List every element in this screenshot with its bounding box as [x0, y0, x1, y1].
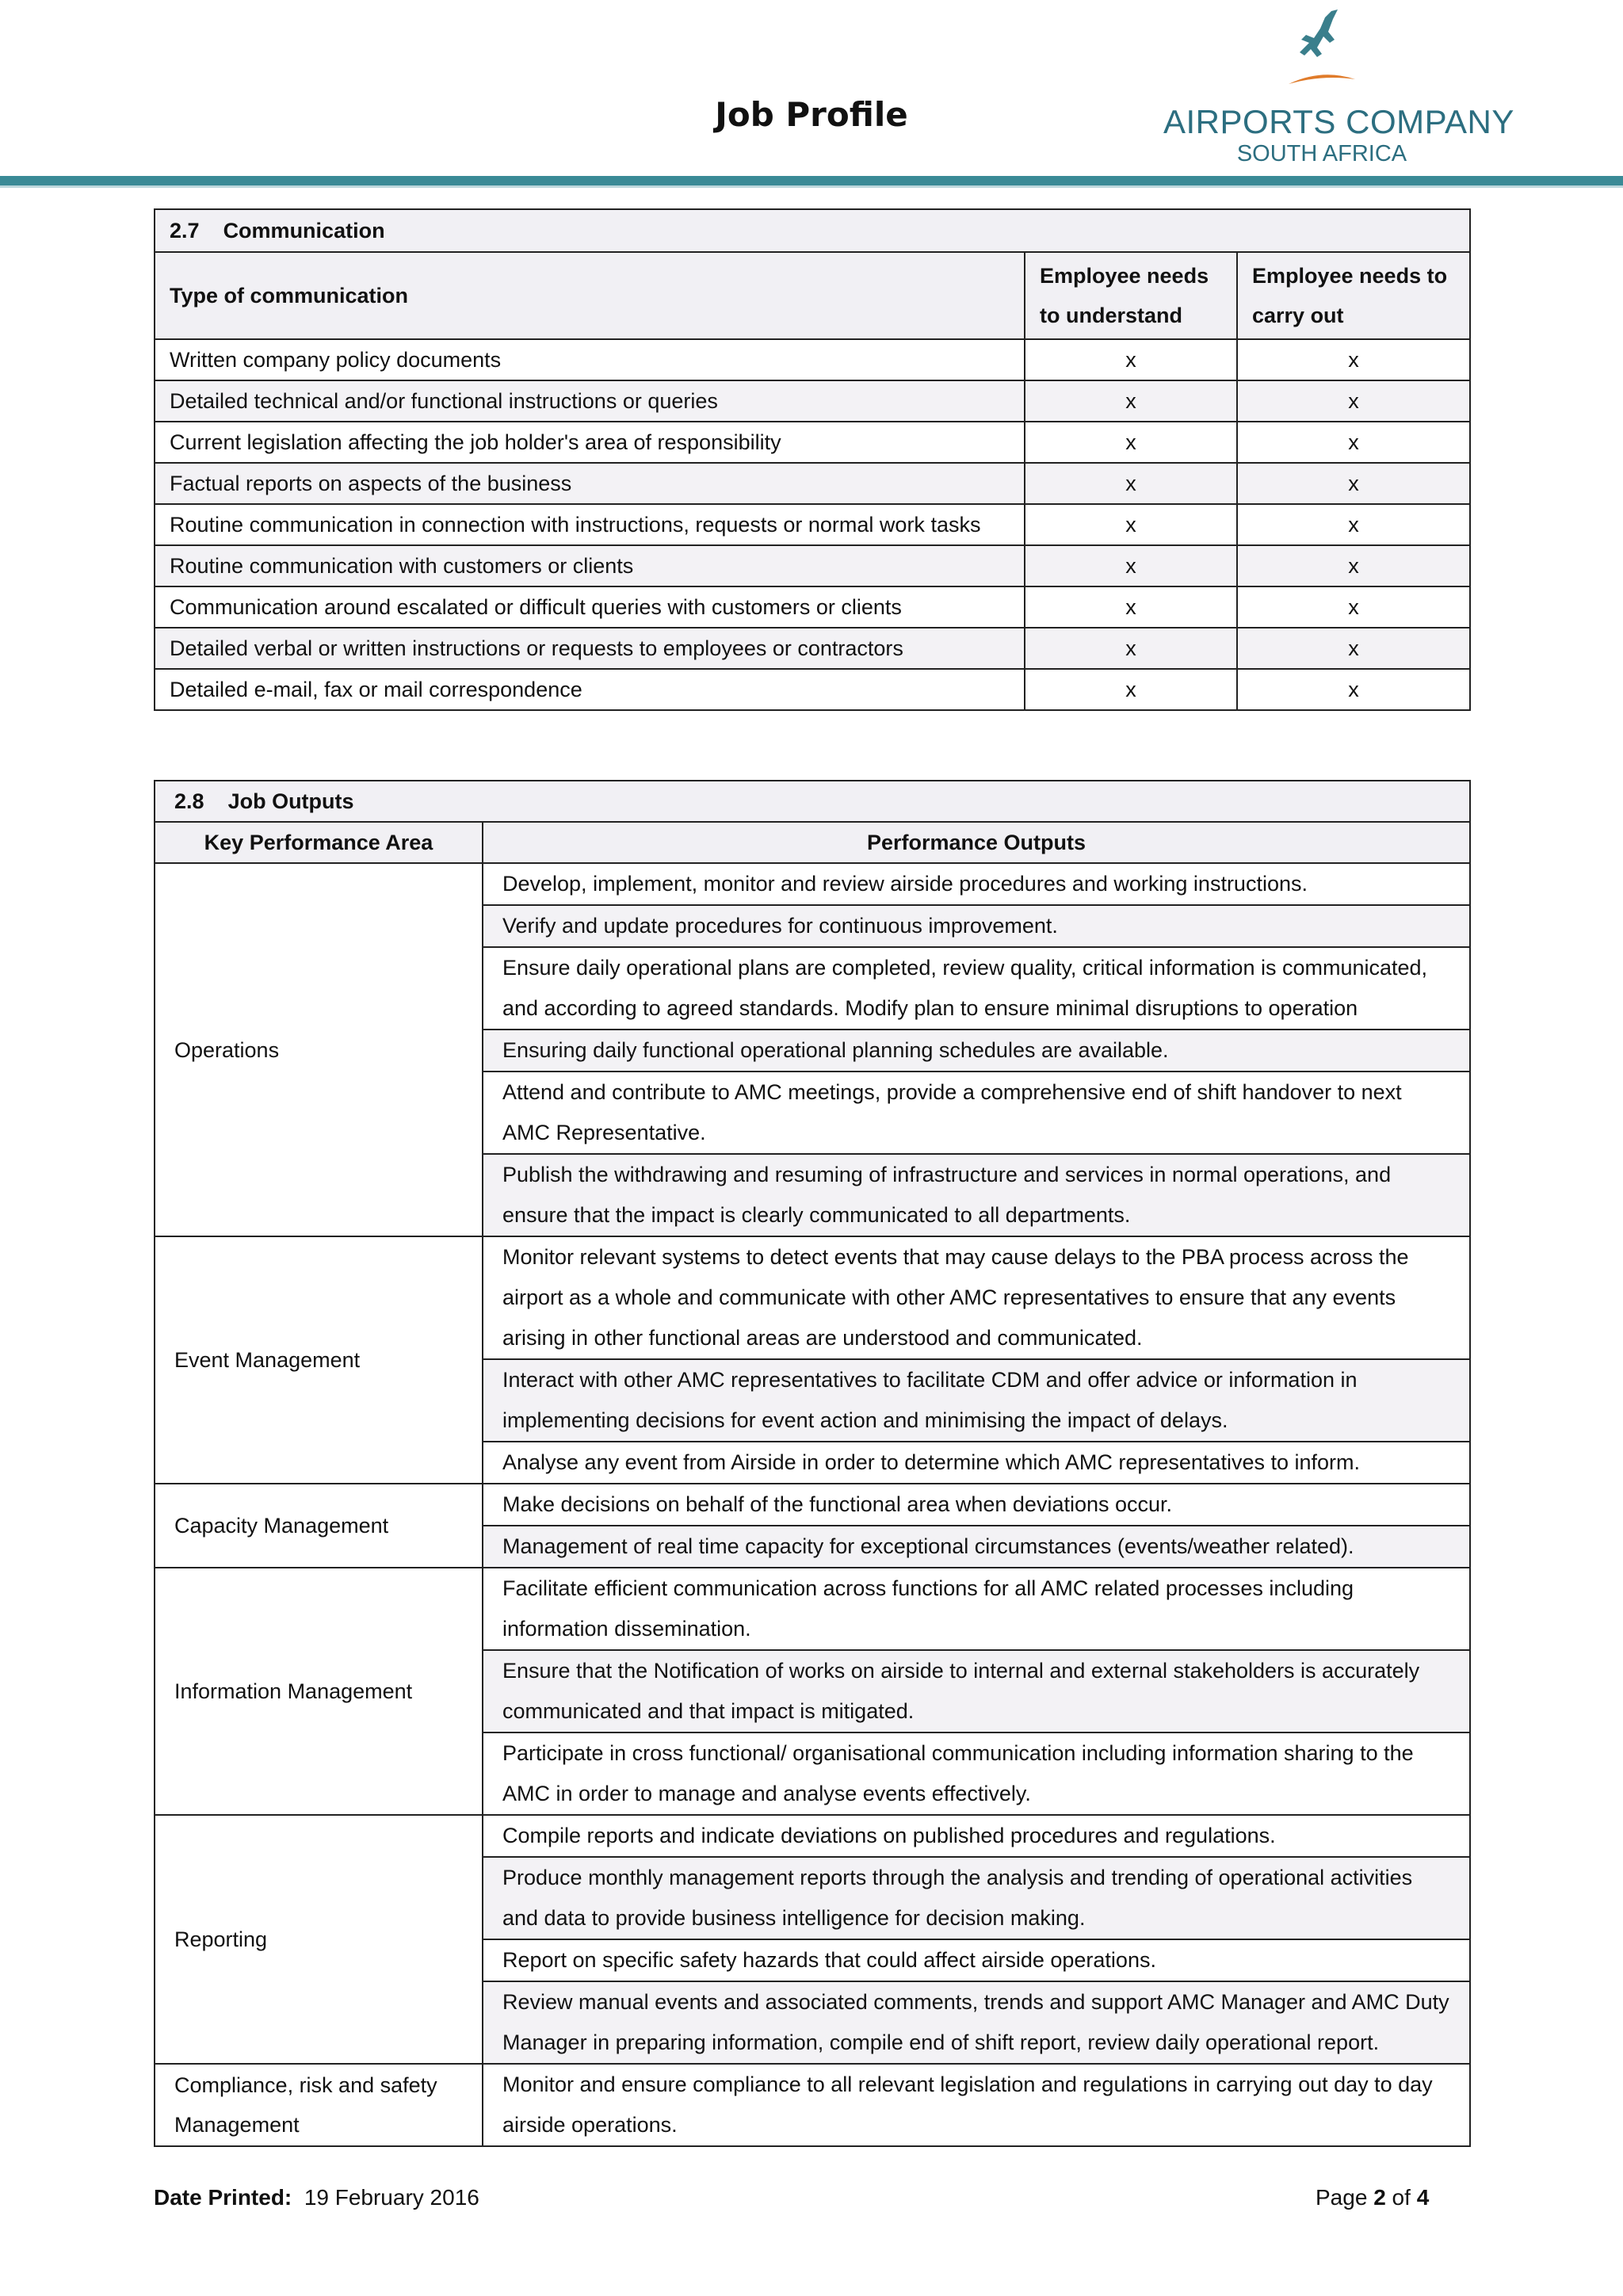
communication-row [155, 380, 1470, 422]
carry-out-mark: x [1237, 669, 1470, 710]
logo-company-name: AIRPORTS COMPANY [1163, 103, 1514, 140]
job-output-row [155, 863, 1470, 905]
communication-row [155, 339, 1470, 380]
communication-row [155, 545, 1470, 586]
section-title: Communication [223, 219, 385, 243]
carry-out-mark: x [1237, 463, 1470, 504]
communication-row [155, 628, 1470, 669]
section-number: 2.7 [170, 219, 200, 243]
understand-mark: x [1025, 628, 1237, 669]
performance-output: Ensure daily operational plans are completed, review quality, critical information is communicated, and according to agreed standards. Modify plan to ensure minimal disruptions to operation [483, 947, 1470, 1030]
performance-output: Verify and update procedures for continuous improvement. [483, 905, 1470, 947]
date-label: Date Printed: [154, 2185, 292, 2210]
understand-mark: x [1025, 380, 1237, 422]
col-carry-out: Employee needs to carry out [1237, 252, 1470, 339]
page-total: 4 [1416, 2185, 1430, 2210]
col-type-of-communication: Type of communication [155, 252, 1025, 339]
col-performance-outputs: Performance Outputs [483, 822, 1470, 863]
page-current: 2 [1373, 2185, 1386, 2210]
kpa-cell: Capacity Management [155, 1484, 483, 1568]
col-understand: Employee needs to understand [1025, 252, 1237, 339]
job-output-row [155, 2064, 1470, 2146]
header-divider [0, 176, 1623, 185]
kpa-cell: Compliance, risk and safety Management [155, 2064, 483, 2146]
job-outputs-table [154, 780, 1471, 2147]
page-of: of [1392, 2185, 1411, 2210]
performance-output: Management of real time capacity for exceptional circumstances (events/weather related). [483, 1526, 1470, 1568]
kpa-cell: Event Management [155, 1236, 483, 1484]
communication-type: Written company policy documents [155, 339, 1025, 380]
understand-mark: x [1025, 504, 1237, 545]
understand-mark: x [1025, 339, 1237, 380]
performance-output: Compile reports and indicate deviations on published procedures and regulations. [483, 1815, 1470, 1857]
communication-section-row [155, 209, 1470, 252]
carry-out-mark: x [1237, 545, 1470, 586]
performance-output: Review manual events and associated comments, trends and support AMC Manager and AMC Duty Manager in preparing information, compile end of shift report, review daily operational report. [483, 1981, 1470, 2064]
job-output-row [155, 1236, 1470, 1359]
communication-row [155, 669, 1470, 710]
kpa-cell: Operations [155, 863, 483, 1236]
carry-out-mark: x [1237, 586, 1470, 628]
date-value: 19 February 2016 [304, 2185, 479, 2210]
carry-out-mark: x [1237, 504, 1470, 545]
carry-out-mark: x [1237, 628, 1470, 669]
performance-output: Produce monthly management reports through the analysis and trending of operational activities and data to provide business intelligence for decision making. [483, 1857, 1470, 1939]
job-outputs-header-row [155, 822, 1470, 863]
job-output-row [155, 1815, 1470, 1857]
communication-type: Routine communication in connection with instructions, requests or normal work tasks [155, 504, 1025, 545]
job-outputs-section-row [155, 781, 1470, 822]
section-number: 2.8 [174, 789, 204, 813]
performance-output: Publish the withdrawing and resuming of infrastructure and services in normal operations, and ensure that the impact is clearly communicated to all departments. [483, 1154, 1470, 1236]
header-divider-light [0, 185, 1623, 188]
communication-row [155, 463, 1470, 504]
communication-type: Detailed e-mail, fax or mail correspondence [155, 669, 1025, 710]
understand-mark: x [1025, 586, 1237, 628]
communication-type: Detailed technical and/or functional instructions or queries [155, 380, 1025, 422]
communication-row [155, 504, 1470, 545]
understand-mark: x [1025, 669, 1237, 710]
understand-mark: x [1025, 545, 1237, 586]
carry-out-mark: x [1237, 380, 1470, 422]
communication-row [155, 422, 1470, 463]
understand-mark: x [1025, 422, 1237, 463]
communication-type: Communication around escalated or difficult queries with customers or clients [155, 586, 1025, 628]
performance-output: Report on specific safety hazards that could affect airside operations. [483, 1939, 1470, 1981]
section-title: Job Outputs [227, 789, 354, 813]
communication-row [155, 586, 1470, 628]
kpa-cell: Information Management [155, 1568, 483, 1815]
performance-output: Ensuring daily functional operational planning schedules are available. [483, 1030, 1470, 1072]
performance-output: Develop, implement, monitor and review airside procedures and working instructions. [483, 863, 1470, 905]
communication-section-heading [155, 209, 1470, 252]
company-logo [1163, 8, 1514, 166]
carry-out-mark: x [1237, 339, 1470, 380]
performance-output: Monitor relevant systems to detect events that may cause delays to the PBA process across the airport as a whole and communicate with other AMC representatives to ensure that any events arising in other functional areas are understood and communicated. [483, 1236, 1470, 1359]
col-key-performance-area: Key Performance Area [155, 822, 483, 863]
performance-output: Make decisions on behalf of the functional area when deviations occur. [483, 1484, 1470, 1526]
flying-figure-icon [1282, 8, 1361, 95]
performance-output: Monitor and ensure compliance to all relevant legislation and regulations in carrying out day to day airside operations. [483, 2064, 1470, 2146]
performance-output: Facilitate efficient communication across functions for all AMC related processes including information dissemination. [483, 1568, 1470, 1650]
performance-output: Interact with other AMC representatives to facilitate CDM and offer advice or information in implementing decisions for event action and minimising the impact of delays. [483, 1359, 1470, 1442]
understand-mark: x [1025, 463, 1237, 504]
communication-type: Routine communication with customers or clients [155, 545, 1025, 586]
communication-type: Factual reports on aspects of the business [155, 463, 1025, 504]
communication-table [154, 208, 1471, 711]
performance-output: Participate in cross functional/ organisational communication including information sharing to the AMC in order to manage and analyse events effectively. [483, 1733, 1470, 1815]
job-output-row [155, 1568, 1470, 1650]
job-outputs-section-heading [155, 781, 1470, 822]
footer-date [154, 2185, 479, 2210]
job-output-row [155, 1484, 1470, 1526]
performance-output: Ensure that the Notification of works on airside to internal and external stakeholders is accurately communicated and that impact is mitigated. [483, 1650, 1470, 1733]
page-prefix: Page [1316, 2185, 1368, 2210]
page-title: Job Profile [715, 95, 908, 134]
kpa-cell: Reporting [155, 1815, 483, 2064]
performance-output: Attend and contribute to AMC meetings, provide a comprehensive end of shift handover to next AMC Representative. [483, 1072, 1470, 1154]
communication-type: Current legislation affecting the job holder's area of responsibility [155, 422, 1025, 463]
communication-type: Detailed verbal or written instructions or requests to employees or contractors [155, 628, 1025, 669]
performance-output: Analyse any event from Airside in order to determine which AMC representatives to inform. [483, 1442, 1470, 1484]
carry-out-mark: x [1237, 422, 1470, 463]
communication-header-row [155, 252, 1470, 339]
footer-page-number [1316, 2185, 1429, 2210]
logo-company-subtitle: SOUTH AFRICA [1236, 141, 1407, 166]
